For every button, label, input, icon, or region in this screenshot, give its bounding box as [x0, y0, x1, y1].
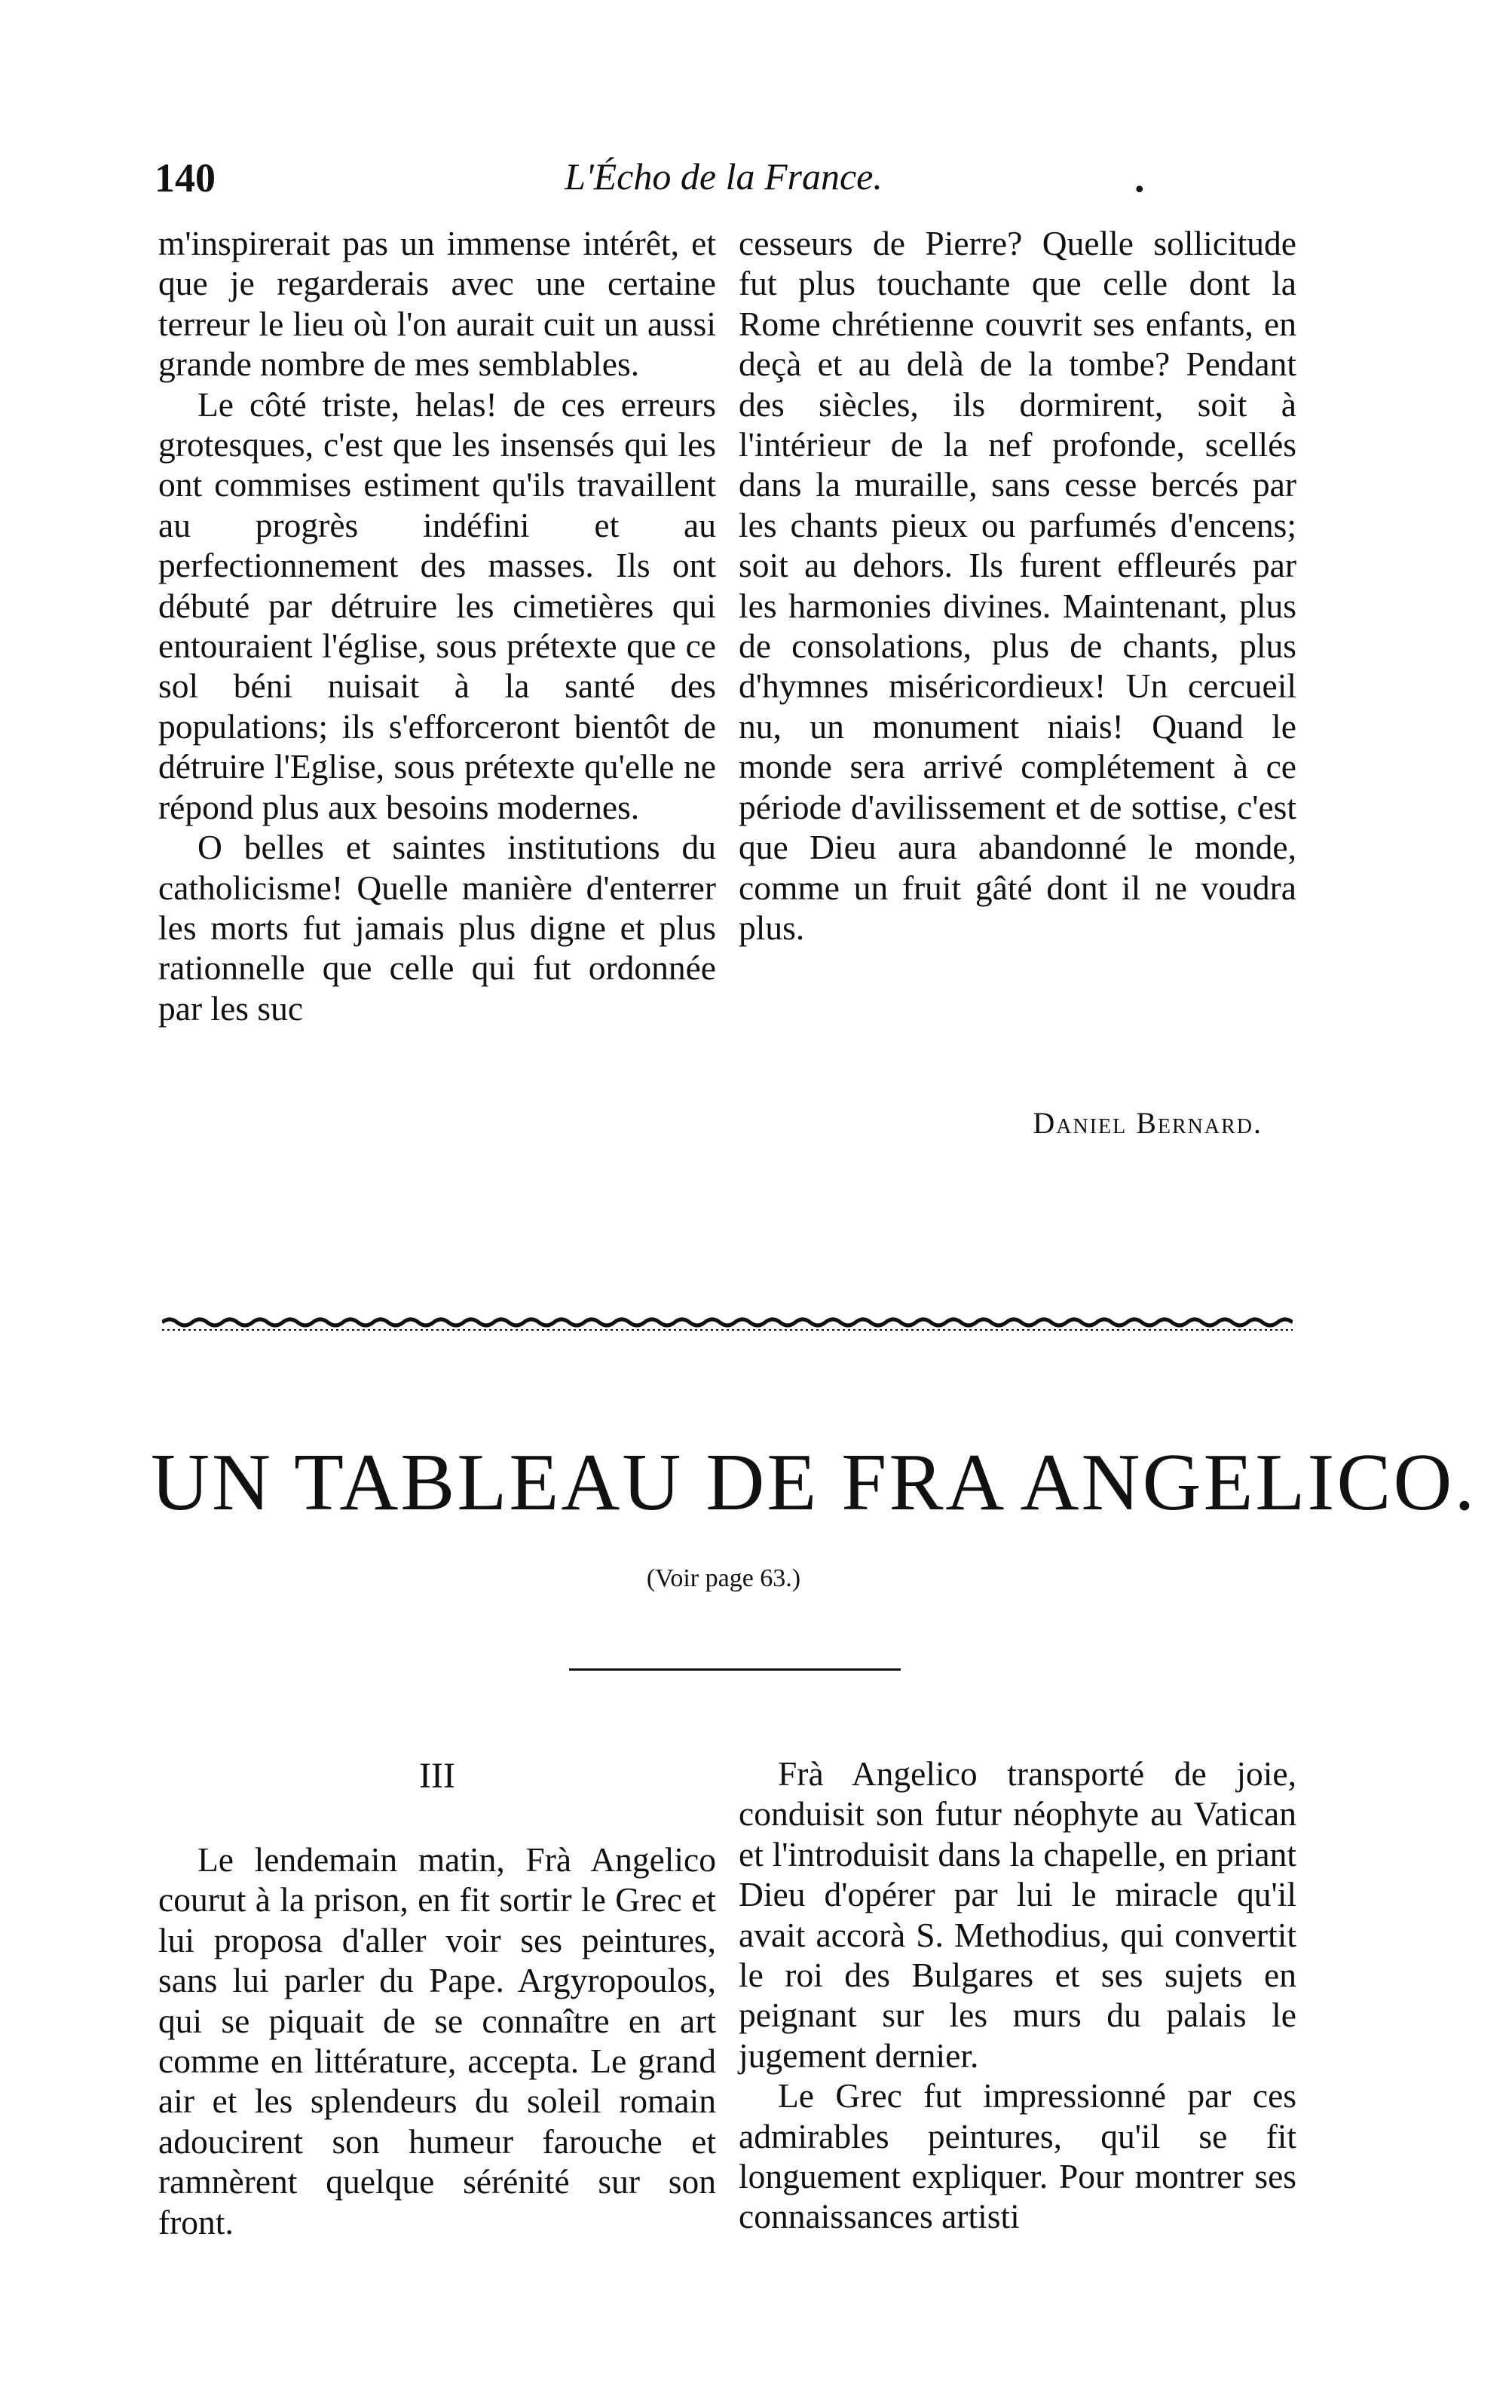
paragraph: cesseurs de Pierre? Quelle sollicitude fut plus touchante que celle dont la Rome chrétienne couvrit ses enfants, en deçà et au delà de la tombe? Pendant des siècles, ils dormirent, soit à l'intérieur de la nef profonde, scellés dans la muraille, sans cesse bercés par les chants pieux ou parfumés d'encens; soit au dehors. Ils furent effleurés par les harmonies divines. Maintenant, plus de consolations, plus de chants, plus d'hymnes miséricordieux! Un cercueil nu, un monument niais! Quand le monde sera arrivé complétement à ce période d'avilissement et de sottise, c'est que Dieu aura abandonné le monde, comme un fruit gâté dont il ne voudra plus. — [739, 224, 1296, 947]
header-dot: . — [1134, 155, 1145, 201]
article2-column-right — [739, 1754, 1296, 2237]
section-number: III — [419, 1756, 455, 1796]
paragraph: Le lendemain matin, Frà Angelico courut à la prison, en fit sortir le Grec et lui proposa d'aller voir ses peintures, sans lui parler du Pape. Argyropoulos, qui se piquait de se connaître en art comme en littérature, accepta. Le grand air et les splendeurs du soleil romain adoucirent son humeur farouche et ramnèrent quelque sérénité sur son front. — [158, 1840, 716, 2241]
section-rule — [569, 1668, 901, 1671]
author-signature: Daniel Bernard. — [1033, 1106, 1263, 1140]
running-title: L'Écho de la France. — [565, 155, 883, 198]
paragraph: Frà Angelico transporté de joie, conduisit son futur néophyte au Vatican et l'introduisit dans la chapelle, en priant Dieu d'opérer par lui le miracle qu'il avait accorà S. Methodius, qui convertit le roi des Bulgares et ses sujets en peignant sur les murs du palais le jugement dernier. — [739, 1754, 1296, 2075]
article2-column-left — [158, 1840, 716, 2242]
article1-column-right — [739, 223, 1296, 948]
paragraph: m'inspirerait pas un immense intérêt, et que je regarderais avec une certaine terreur le lieu où l'on aurait cuit un aussi grande nombre de mes semblables. — [158, 224, 716, 384]
paragraph: O belles et saintes institutions du catholicisme! Quelle manière d'enterrer les morts fut jamais plus digne et plus rationnelle que celle qui fut ordonnée par les suc — [158, 828, 716, 1028]
paragraph: Le Grec fut impressionné par ces admirables peintures, qu'il se fit longuement expliquer. Pour montrer ses connaissances artisti — [739, 2076, 1296, 2236]
article1-column-left — [158, 223, 716, 1028]
page-header — [155, 155, 1293, 215]
paragraph: Le côté triste, helas! de ces erreurs grotesques, c'est que les insensés qui les ont commises estiment qu'ils travaillent au progrès indéfini et au perfectionnement des masses. Ils ont débuté par détruire les cimetières qui entouraient l'église, sous prétexte que ce sol béni nuisait à la santé des populations; ils s'efforceront bientôt de détruire l'Eglise, sous prétexte qu'elle ne répond plus aux besoins modernes. — [158, 384, 716, 826]
page-number: 140 — [155, 155, 216, 201]
article-title: UN TABLEAU DE FRA ANGELICO. — [151, 1438, 1477, 1527]
ornamental-divider — [162, 1313, 1293, 1336]
article-reference: (Voir page 63.) — [646, 1564, 801, 1592]
